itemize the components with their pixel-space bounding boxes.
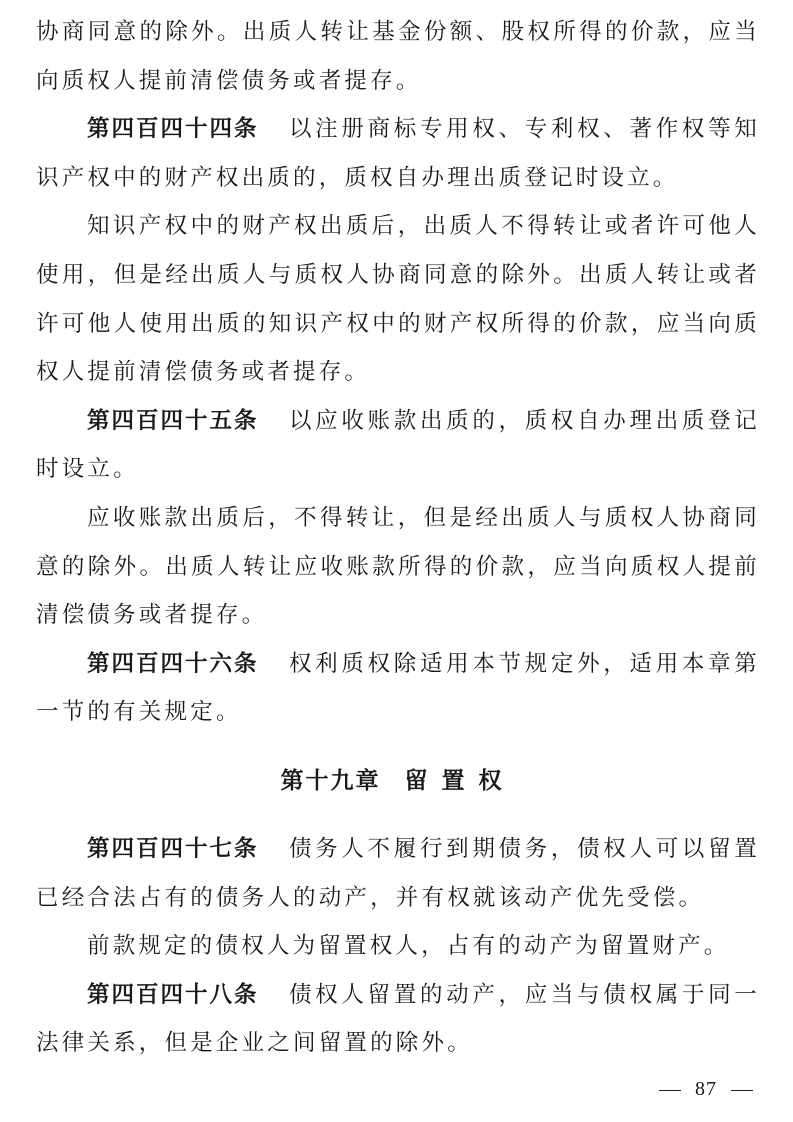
- article-447-paragraph-2: [36, 922, 760, 971]
- chapter-heading: [36, 757, 760, 805]
- paragraph-text: 协商同意的除外。出质人转让基金份额、股权所得的价款，应当向质权人提前清偿债务或者提存。: [36, 19, 760, 94]
- paragraph-continuation: [36, 8, 760, 105]
- article-446: [36, 640, 760, 737]
- article-number: 第四百四十八条: [87, 981, 259, 1008]
- article-text: 债务人不履行到期债务，债权人可以留置已经合法占有的债务人的动产，并有权就该动产优先受偿。: [36, 835, 760, 911]
- chapter-title-char: 留: [404, 767, 430, 794]
- article-number: 第四百四十五条: [87, 407, 259, 434]
- article-444: [36, 105, 760, 202]
- article-number: 第四百四十四条: [87, 116, 259, 143]
- document-page: [36, 8, 760, 1068]
- page-number: 87: [695, 1078, 717, 1100]
- article-number: 第四百四十六条: [87, 650, 259, 677]
- article-text: 权利质权除适用本节规定外，适用本章第一节的有关规定。: [36, 650, 760, 726]
- article-448: [36, 971, 760, 1068]
- dash-right: [731, 1090, 753, 1091]
- article-447: [36, 825, 760, 922]
- chapter-title-char: 置: [441, 767, 467, 794]
- paragraph-text: 前款规定的债权人为留置权人，占有的动产为留置财产。: [87, 933, 730, 960]
- chapter-number: 第十九章: [280, 767, 381, 794]
- article-text: 债权人留置的动产，应当与债权属于同一法律关系，但是企业之间留置的除外。: [36, 981, 760, 1057]
- article-text: 以应收账款出质的，质权自办理出质登记时设立。: [36, 407, 760, 483]
- article-number: 第四百四十七条: [87, 835, 259, 862]
- paragraph-text: 应收账款出质后，不得转让，但是经出质人与质权人协商同意的除外。出质人转让应收账款所得的价款，应当向质权人提前清偿债务或者提存。: [36, 504, 760, 629]
- article-445: [36, 397, 760, 494]
- article-445-paragraph-2: [36, 494, 760, 640]
- paragraph-text: 知识产权中的财产权出质后，出质人不得转让或者许可他人使用，但是经出质人与质权人协商同意的除外。出质人转让或者许可他人使用出质的知识产权中的财产权所得的价款，应当向质权人提前清偿债务或者提存。: [36, 213, 760, 386]
- chapter-title-char: 权: [478, 767, 504, 794]
- article-text: 以注册商标专用权、专利权、著作权等知识产权中的财产权出质的，质权自办理出质登记时设立。: [36, 116, 760, 191]
- dash-left: [659, 1090, 681, 1091]
- page-number-footer: [645, 1078, 767, 1101]
- article-444-paragraph-2: [36, 202, 760, 396]
